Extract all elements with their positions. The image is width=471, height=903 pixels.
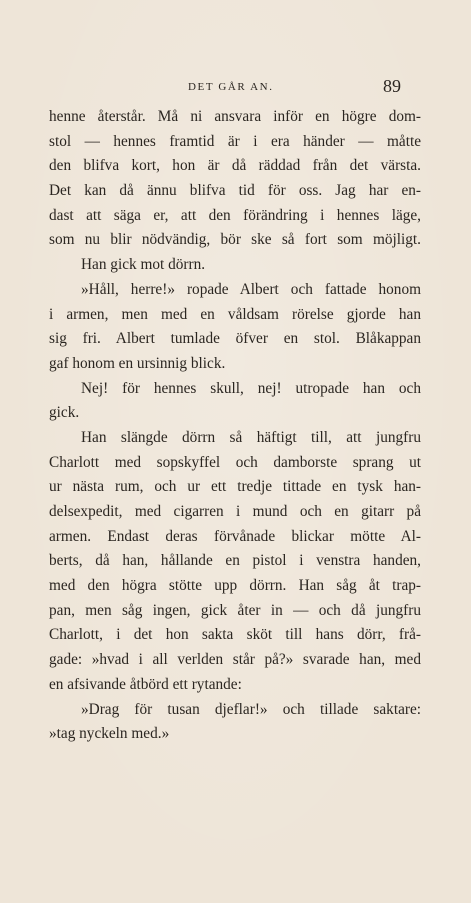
running-head: [0, 78, 471, 98]
text-line: pan, men såg ingen, gick åter in — och då jungfru: [49, 601, 421, 619]
text-line: som nu blir nödvändig, bör ske så fort som möjligt.: [49, 231, 421, 249]
text-line: den blifva kort, hon är då räddad från det värsta.: [49, 157, 421, 175]
text-line: henne återstår. Må ni ansvara inför en högre dom-: [49, 108, 421, 125]
text-line: delsexpedit, med cigarren i mund och en gitarr på: [49, 503, 421, 520]
text-line: armen. Endast deras förvånade blickar mötte Al-: [49, 527, 421, 545]
text-line: stol — hennes framtid är i era händer — måtte: [49, 132, 421, 150]
text-line: Charlott, i det hon sakta sköt till hans dörr, frå-: [49, 626, 421, 644]
text-line: Det kan då ännu blifva tid för oss. Jag har en-: [49, 182, 421, 200]
text-line: med den högra stötte upp dörrn. Han såg åt trap-: [49, 577, 421, 595]
text-line: Charlott med sopskyffel och damborste sprang ut: [49, 453, 421, 471]
text-line: Han gick mot dörrn.: [81, 256, 206, 274]
text-line: dast att säga er, att den förändring i hennes läge,: [49, 206, 421, 224]
text-line: i armen, men med en våldsam rörelse gjorde han: [49, 305, 421, 323]
running-title: DET GÅR AN.: [188, 81, 274, 93]
text-line: sig fri. Albert tumlade öfver en stol. Blåkappan: [49, 330, 421, 348]
page-number: 89: [383, 76, 401, 96]
text-line: »Håll, herre!» ropade Albert och fattade honom: [81, 280, 421, 298]
text-line: gade: »hvad i all verlden står på?» svarade han, med: [49, 651, 421, 669]
text-line: Nej! för hennes skull, nej! utropade han och: [81, 379, 421, 397]
text-line: Han slängde dörrn så häftigt till, att jungfru: [81, 428, 421, 446]
text-line: ur nästa rum, och ur ett tredje tittade en tysk han-: [49, 478, 421, 496]
text-line: gaf honom en ursinnig blick.: [49, 354, 226, 372]
text-line: berts, då han, hållande en pistol i venstra handen,: [49, 552, 421, 570]
text-line: gick.: [49, 404, 80, 422]
text-line: en afsivande åtbörd ett rytande:: [49, 675, 242, 693]
body-text: [49, 105, 421, 747]
text-line: »tag nyckeln med.»: [49, 725, 170, 743]
text-line: »Drag för tusan djeflar!» och tillade saktare:: [81, 700, 421, 718]
